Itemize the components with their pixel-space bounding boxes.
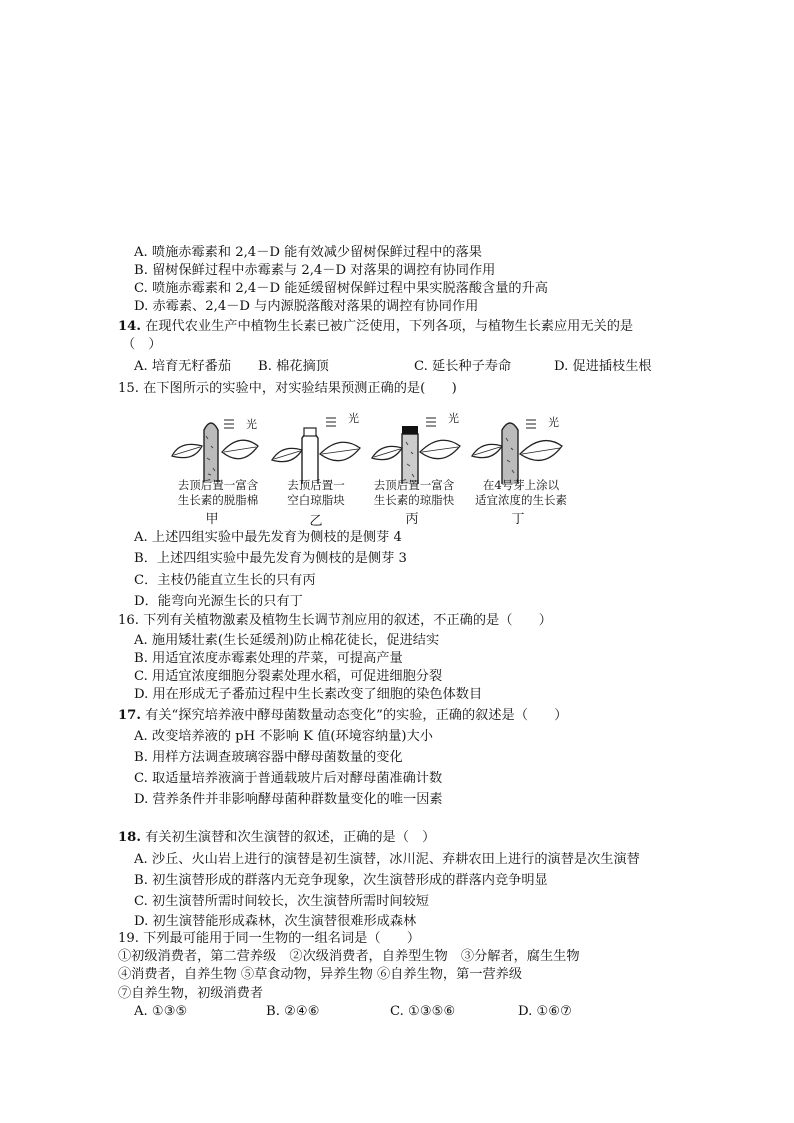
caption-bing — [362, 478, 466, 508]
group-label-ding: 丁 — [511, 512, 525, 527]
q14-option-d: D. 促进插枝生根 — [554, 359, 652, 374]
caption-yi-line1: 去顶后置一 — [287, 478, 345, 492]
caption-ding — [466, 478, 576, 508]
q16-option-b: B. 用适宜浓度赤霉素处理的芹菜，可提高产量 — [134, 651, 403, 666]
caption-bing-line1: 去顶后置一富含 — [373, 478, 455, 492]
q13-option-c: C. 喷施赤霉素和 2,4－D 能延缓留树保鲜过程中果实脱落酸含量的升高 — [134, 281, 548, 296]
q19-option-a: A. ①③⑤ — [134, 1004, 188, 1019]
light-label-bing: 光 — [448, 412, 459, 425]
plant-diagram-bing — [372, 418, 460, 484]
plant-diagram-yi — [272, 418, 360, 484]
group-label-yi: 乙 — [309, 514, 323, 529]
q18-stem: 有关初生演替和次生演替的叙述，正确的是（ ） — [145, 830, 436, 845]
caption-yi — [270, 478, 362, 508]
q13-option-d: D. 赤霉素、2,4－D 与内源脱落酸对落果的调控有协同作用 — [134, 299, 479, 314]
q18-option-d: D. 初生演替能形成森林，次生演替很难形成森林 — [134, 914, 417, 929]
q15-stem: 15. 在下图所示的实验中，对实验结果预测正确的是( ) — [118, 381, 457, 396]
caption-bing-line2: 生长素的琼脂快 — [373, 493, 455, 507]
q15-option-d: D．能弯向光源生长的只有丁 — [134, 594, 303, 609]
caption-ding-line1: 在4号芽上涂以 — [482, 478, 560, 492]
q18-option-a: A. 沙丘、火山岩上进行的演替是初生演替，冰川泥、弃耕农田上进行的演替是次生演替 — [134, 852, 640, 867]
q16-option-c: C. 用适宜浓度细胞分裂素处理水稻，可促进细胞分裂 — [134, 669, 443, 684]
group-label-jia: 甲 — [205, 512, 219, 527]
plant-experiment-figure — [166, 412, 576, 529]
q16-option-a: A. 施用矮壮素(生长延缓剂)防止棉花徒长，促进结实 — [134, 633, 440, 648]
q19-stem: 19. 下列最可能用于同一生物的一组名词是（ ） — [118, 931, 421, 946]
q19-option-b: B. ②④⑥ — [266, 1004, 320, 1019]
q15-option-b: B．上述四组实验中最先发育为侧枝的是侧芽 3 — [134, 551, 407, 566]
q14-number: 14. — [118, 319, 141, 334]
q18-stem-line — [118, 829, 435, 847]
caption-jia-line1: 去顶后置一富含 — [177, 478, 259, 492]
q17-number: 17. — [118, 708, 141, 723]
caption-jia-line2: 生长素的脱脂棉 — [177, 493, 259, 507]
q19-options — [134, 1003, 694, 1021]
light-label-jia: 光 — [246, 418, 257, 431]
caption-ding-line2: 适宜浓度的生长素 — [475, 493, 567, 507]
q14-paren: （ ） — [122, 337, 162, 352]
q14-options — [134, 358, 694, 376]
q17-stem-line — [118, 707, 567, 725]
q19-list-line1: ①初级消费者，第二营养级 ②次级消费者，自养型生物 ③分解者，腐生生物 — [118, 949, 580, 964]
q17-option-b: B. 用样方法调查玻璃容器中酵母菌数量的变化 — [134, 750, 403, 765]
q19-list-line3: ⑦自养生物，初级消费者 — [118, 986, 264, 1001]
q17-option-c: C. 取适量培养液滴于普通载玻片后对酵母菌准确计数 — [134, 771, 443, 786]
light-label-ding: 光 — [548, 416, 559, 429]
light-label-yi: 光 — [348, 412, 359, 425]
q18-number: 18. — [118, 830, 141, 845]
q19-option-d: D. ①⑥⑦ — [518, 1004, 572, 1019]
q18-option-c: C. 初生演替所需时间较长，次生演替所需时间较短 — [134, 894, 429, 909]
group-label-bing: 丙 — [405, 512, 419, 527]
q17-stem: 有关“探究培养液中酵母菌数量动态变化”的实验，正确的叙述是（ ） — [145, 708, 568, 723]
q19-list-line2: ④消费者，自养生物 ⑤草食动物，异养生物 ⑥自养生物，第一营养级 — [118, 967, 523, 982]
q14-option-a: A. 培育无籽番茄 — [134, 359, 232, 374]
q14-stem: 在现代农业生产中植物生长素已被广泛使用，下列各项，与植物生长素应用无关的是 — [145, 319, 634, 334]
q15-option-c: C．主枝仍能直立生长的只有丙 — [134, 573, 316, 588]
q14-stem-line — [118, 318, 633, 336]
caption-yi-line2: 空白琼脂块 — [287, 493, 345, 507]
q13-option-a: A. 喷施赤霉素和 2,4－D 能有效减少留树保鲜过程中的落果 — [134, 245, 482, 260]
q16-stem: 16. 下列有关植物激素及植物生长调节剂应用的叙述，不正确的是（ ） — [118, 613, 552, 628]
q15-option-a: A. 上述四组实验中最先发育为侧枝的是侧芽 4 — [134, 530, 402, 545]
q14-option-b: B. 棉花摘顶 — [258, 359, 329, 374]
q13-option-b: B. 留树保鲜过程中赤霉素与 2,4－D 对落果的调控有协同作用 — [134, 263, 496, 278]
q16-option-d: D. 用在形成无子番茄过程中生长素改变了细胞的染色体数目 — [134, 687, 483, 702]
q19-option-c: C. ①③⑤⑥ — [390, 1004, 456, 1019]
q17-option-d: D. 营养条件并非影响酵母菌种群数量变化的唯一因素 — [134, 792, 443, 807]
q17-option-a: A. 改变培养液的 pH 不影响 K 值(环境容纳量)大小 — [134, 729, 433, 744]
caption-jia — [166, 478, 270, 508]
q18-option-b: B. 初生演替形成的群落内无竞争现象，次生演替形成的群落内竞争明显 — [134, 873, 548, 888]
q14-option-c: C. 延长种子寿命 — [414, 359, 512, 374]
